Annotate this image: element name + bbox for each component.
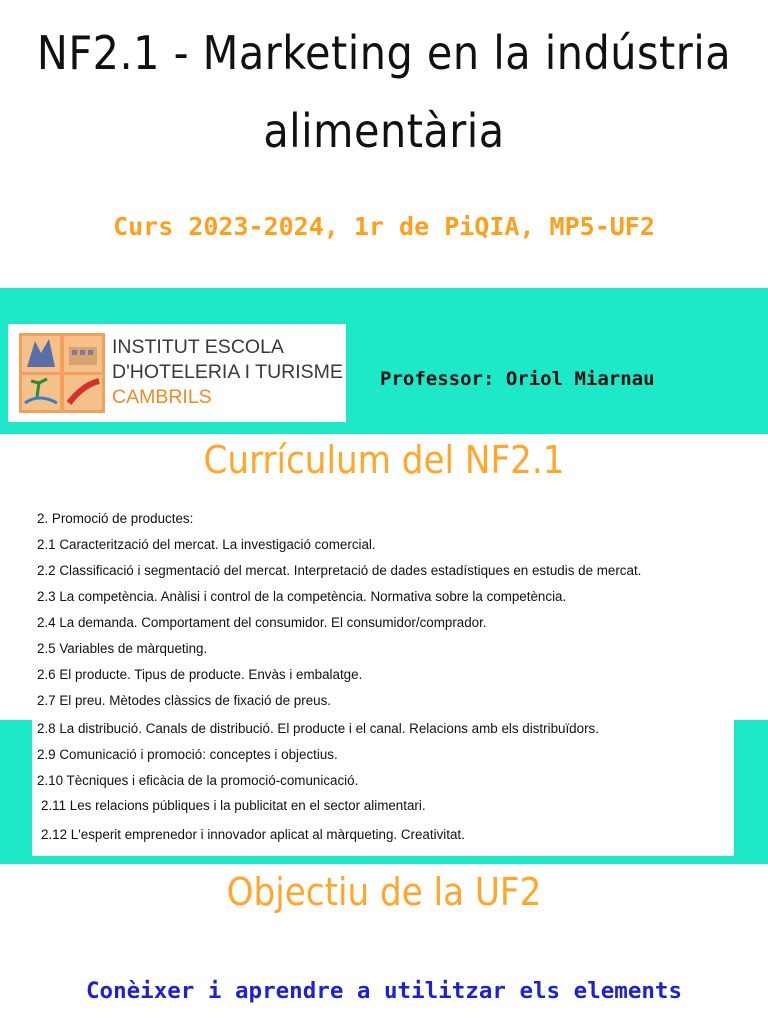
curriculum-item: 2.5 Variables de màrqueting. — [37, 641, 208, 656]
curriculum-item: 2.6 El producte. Tipus de producte. Envàs i embalatge. — [37, 667, 363, 682]
curriculum-list — [32, 500, 734, 856]
school-logo-icon — [19, 333, 105, 413]
logo-line-1: INSTITUT ESCOLA — [112, 336, 284, 358]
curriculum-item: 2.1 Caracterització del mercat. La investigació comercial. — [37, 537, 376, 552]
curriculum-item: 2.7 El preu. Mètodes clàssics de fixació de preus. — [37, 693, 331, 708]
curriculum-item: 2.4 La demanda. Comportament del consumidor. El consumidor/comprador. — [37, 615, 487, 630]
professor-name: Professor: Oriol Miarnau — [380, 368, 655, 390]
curriculum-heading: Currículum del NF2.1 — [203, 438, 565, 482]
curriculum-item: 2.9 Comunicació i promoció: conceptes i objectius. — [37, 747, 338, 762]
logo-line-2: D'HOTELERIA I TURISME — [112, 361, 343, 383]
title-line-1: NF2.1 - Marketing en la indústria — [36, 26, 732, 80]
school-logo — [8, 324, 346, 422]
curriculum-item: 2.8 La distribució. Canals de distribució. El producte i el canal. Relacions amb els distribuïdors. — [37, 721, 599, 736]
objective-text: Conèixer i aprendre a utilitzar els elements — [85, 978, 683, 1004]
curriculum-item: 2.3 La competència. Anàlisi i control de la competència. Normativa sobre la competència. — [37, 589, 567, 604]
curriculum-item: 2.2 Classificació i segmentació del mercat. Interpretació de dades estadístiques en estudis de mercat. — [37, 563, 642, 578]
title-line-2: alimentària — [263, 104, 505, 158]
curriculum-item: 2.10 Tècniques i eficàcia de la promoció-comunicació. — [37, 773, 359, 788]
course-subtitle: Curs 2023-2024, 1r de PiQIA, MP5-UF2 — [113, 212, 655, 241]
logo-line-3: CAMBRILS — [112, 386, 212, 408]
curriculum-item: 2. Promoció de productes: — [37, 511, 194, 526]
school-logo-text — [112, 335, 343, 410]
page-title — [0, 22, 768, 162]
curriculum-item: 2.12 L'esperit emprenedor i innovador aplicat al màrqueting. Creativitat. — [41, 827, 465, 842]
curriculum-item: 2.11 Les relacions públiques i la publicitat en el sector alimentari. — [41, 798, 426, 813]
objective-heading: Objectiu de la UF2 — [226, 870, 542, 914]
